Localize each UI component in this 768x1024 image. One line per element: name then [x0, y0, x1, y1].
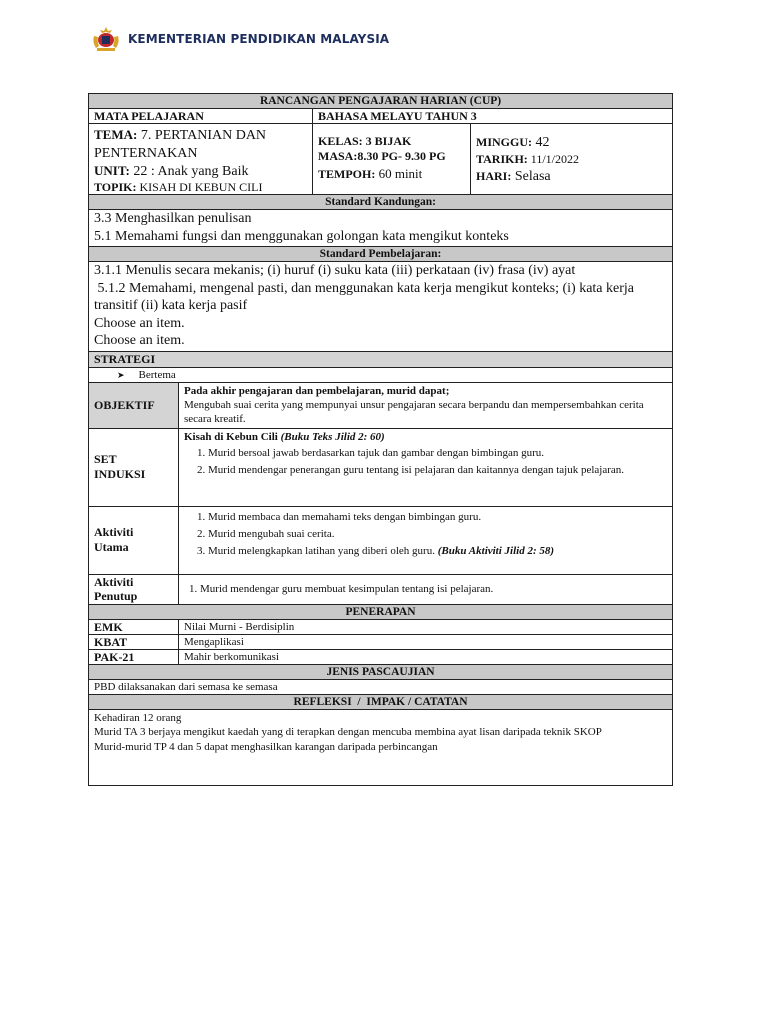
theme-cell: [89, 124, 313, 195]
objektif-body: [179, 382, 673, 428]
list-item-text: Murid melengkapkan latihan yang diberi oleh guru.: [208, 544, 438, 557]
refleksi-line: Kehadiran 12 orang: [94, 711, 182, 724]
kbat-value: Mengaplikasi: [179, 634, 673, 649]
masa: MASA:8.30 PG- 9.30 PG: [318, 149, 446, 163]
choose-item-field[interactable]: Choose an item.: [94, 333, 185, 348]
aktiviti-penutup-label-2: Penutup: [94, 589, 138, 603]
set-induksi-label-2: INDUKSI: [94, 467, 146, 481]
list-item: 2. Murid mendengar penerangan guru tentang isi pelajaran dan kaitannya dengan tajuk pelajaran.: [208, 462, 667, 479]
sk-line: 5.1 Memahami fungsi dan menggunakan golongan kata mengikut konteks: [94, 229, 509, 244]
list-item: 2. Murid mengubah suai cerita.: [208, 526, 667, 543]
strategi-text: Bertema: [138, 368, 176, 381]
tema-label: TEMA:: [94, 127, 138, 142]
aktiviti-ref: (Buku Aktiviti Jilid 2: 58): [437, 544, 555, 557]
aktiviti-penutup-text: 1. Murid mendengar guru membuat kesimpulan tentang isi pelajaran.: [179, 574, 673, 604]
emk-label: EMK: [89, 619, 179, 634]
unit-label: UNIT:: [94, 163, 130, 178]
aktiviti-utama-body: [179, 506, 673, 574]
tema-value: 7. PERTANIAN DAN PENTERNAKAN: [94, 128, 267, 161]
kelas: KELAS: 3 BIJAK: [318, 134, 412, 148]
subject-value: BAHASA MELAYU TAHUN 3: [313, 109, 673, 124]
sp-body: [89, 262, 673, 352]
list-item: 1. Murid membaca dan memahami teks dengan bimbingan guru.: [208, 509, 667, 526]
ministry-header: [90, 24, 389, 54]
pascaujian-heading: JENIS PASCAUJIAN: [89, 664, 673, 679]
minggu-value: 42: [535, 134, 550, 150]
sp-line: 5.1.2 Memahami, mengenal pasti, dan menggunakan kata kerja mengikut konteks; (i) kata kerja transitif (ii) kata kerja pasif: [94, 280, 638, 313]
set-induksi-title: Kisah di Kebun Cili: [184, 430, 281, 443]
sk-line: 3.3 Menghasilkan penulisan: [94, 211, 252, 226]
refleksi-line: Murid-murid TP 4 dan 5 dapat menghasilkan karangan daripada perbincangan: [94, 740, 438, 753]
sk-heading: Standard Kandungan:: [89, 195, 673, 210]
set-induksi-ref: (Buku Teks Jilid 2: 60): [280, 430, 385, 443]
refleksi-line: Murid TA 3 berjaya mengikut kaedah yang di terapkan dengan mencuba membina ayat lisan daripada teknik SKOP: [94, 726, 602, 738]
tempoh-value: 60 minit: [378, 166, 423, 181]
pak21-value: Mahir berkomunikasi: [179, 649, 673, 664]
sp-heading: Standard Pembelajaran:: [89, 247, 673, 262]
list-item: [208, 543, 667, 560]
class-cell: [313, 124, 471, 195]
lesson-plan-table: [88, 93, 673, 786]
aktiviti-utama-label: [89, 506, 179, 574]
aktiviti-utama-label-1: Aktiviti: [94, 525, 134, 539]
tarikh-label: TARIKH:: [476, 151, 528, 166]
unit-value: 22 : Anak yang Baik: [133, 164, 249, 179]
choose-item-field[interactable]: Choose an item.: [94, 315, 185, 331]
hari-label: HARI:: [476, 168, 512, 183]
objektif-label: OBJEKTIF: [89, 382, 179, 428]
aktiviti-penutup-label: [89, 574, 179, 604]
set-induksi-body: [179, 428, 673, 506]
objektif-lead: Pada akhir pengajaran dan pembelajaran, murid dapat;: [184, 384, 450, 397]
tarikh-value: 11/1/2022: [530, 151, 580, 166]
emk-value: Nilai Murni - Berdisiplin: [179, 619, 673, 634]
lesson-plan: [88, 93, 672, 786]
aktiviti-utama-label-2: Utama: [94, 540, 129, 554]
subject-label: MATA PELAJARAN: [89, 109, 313, 124]
ministry-name: KEMENTERIAN PENDIDIKAN MALAYSIA: [128, 32, 390, 46]
aktiviti-penutup-label-1: Aktiviti: [94, 575, 134, 589]
pascaujian-text: PBD dilaksanakan dari semasa ke semasa: [89, 679, 673, 694]
kbat-label: KBAT: [89, 634, 179, 649]
sk-body: [89, 210, 673, 247]
topik-value: KISAH DI KEBUN CILI: [139, 180, 263, 194]
strategi-item: [89, 367, 673, 382]
hari-value: Selasa: [514, 168, 551, 184]
refleksi-body: [89, 709, 673, 785]
set-induksi-label-1: SET: [94, 452, 117, 466]
date-cell: [471, 124, 673, 195]
malaysia-crest-icon: [90, 24, 122, 54]
plan-title: RANCANGAN PENGAJARAN HARIAN (CUP): [89, 94, 673, 109]
strategi-heading: STRATEGI: [89, 351, 673, 367]
arrow-bullet-icon: ➤: [117, 369, 125, 380]
tempoh-label: TEMPOH:: [318, 167, 376, 181]
penerapan-heading: PENERAPAN: [89, 604, 673, 619]
list-item: 1. Murid bersoal jawab berdasarkan tajuk dan gambar dengan bimbingan guru.: [208, 445, 667, 462]
set-induksi-label: [89, 428, 179, 506]
pak21-label: PAK-21: [89, 649, 179, 664]
minggu-label: MINGGU:: [476, 134, 532, 149]
refleksi-heading: REFLEKSI / IMPAK / CATATAN: [89, 694, 673, 709]
sp-line: 3.1.1 Menulis secara mekanis; (i) huruf (i) suku kata (iii) perkataan (iv) frasa (iv) ayat: [94, 263, 576, 278]
objektif-text: Mengubah suai cerita yang mempunyai unsur pengajaran secara berpandu dan mempersembahkan cerita secara kreatif.: [184, 398, 644, 425]
topik-label: TOPIK:: [94, 180, 137, 194]
